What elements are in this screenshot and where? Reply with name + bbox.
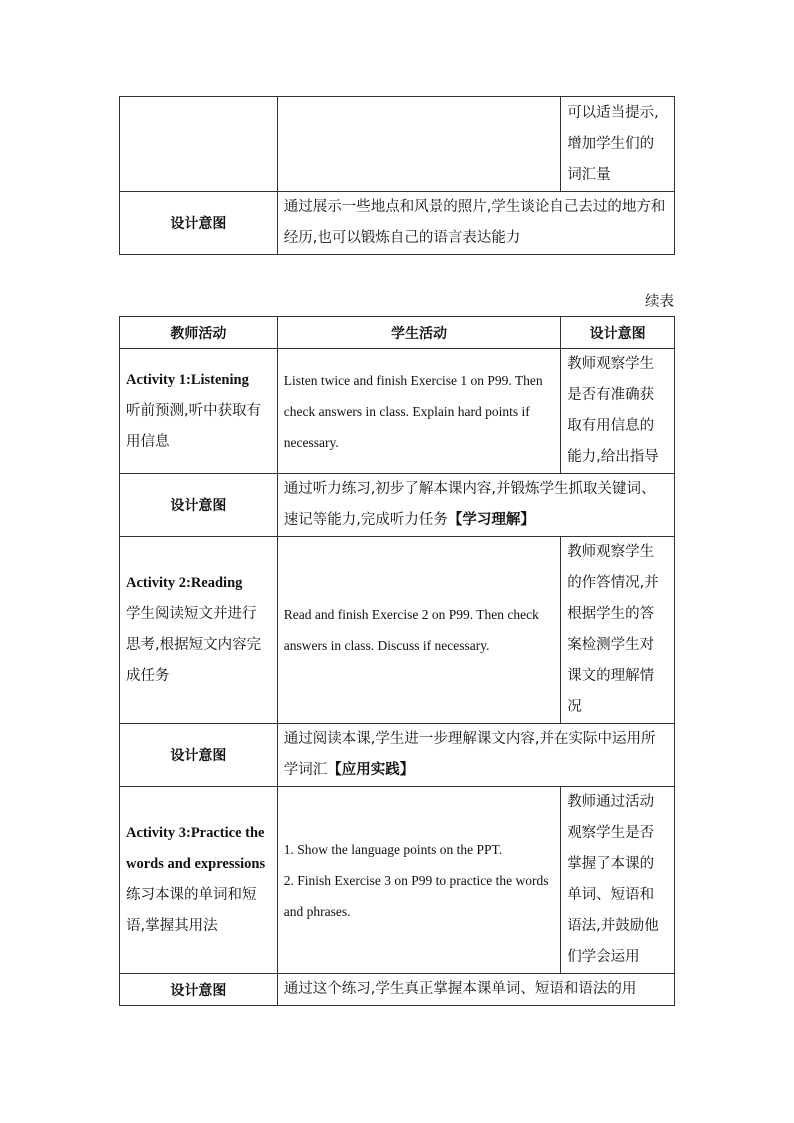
table-row xyxy=(120,349,675,474)
table-row xyxy=(120,192,675,255)
activity-desc: 练习本课的单词和短语,掌握其用法 xyxy=(126,887,257,934)
student-activity-cell: Read and finish Exercise 2 on P99. Then check answers in class. Discuss if necessary. xyxy=(277,537,560,724)
design-tag: 【应用实践】 xyxy=(327,762,415,778)
continued-label: 续表 xyxy=(645,294,674,310)
table-cell xyxy=(120,97,278,192)
teaching-activities-table xyxy=(119,316,675,1006)
table-cell: 可以适当提示,增加学生们的词汇量 xyxy=(561,97,675,192)
table-cell xyxy=(277,97,560,192)
table-row xyxy=(120,724,675,787)
activity-title: Activity 3:Practice the words and expressions xyxy=(126,825,266,872)
table-row xyxy=(120,537,675,724)
design-intent-text: 通过展示一些地点和风景的照片,学生谈论自己去过的地方和经历,也可以锻炼自己的语言表达能力 xyxy=(277,192,674,255)
activity-title: Activity 1:Listening xyxy=(126,371,249,388)
table-row xyxy=(120,974,675,1006)
design-tag: 【学习理解】 xyxy=(447,512,535,528)
design-intent-text: 通过这个练习,学生真正掌握本课单词、短语和语法的用 xyxy=(277,974,674,1006)
table-row xyxy=(120,474,675,537)
header-design-intent: 设计意图 xyxy=(561,317,675,349)
teacher-activity-cell xyxy=(120,537,278,724)
table-row xyxy=(120,787,675,974)
design-text: 通过听力练习,初步了解本课内容,并锻炼学生抓取关键词、速记等能力,完成听力任务 xyxy=(283,481,656,528)
design-intent-text xyxy=(277,474,674,537)
activity-title: Activity 2:Reading xyxy=(126,575,243,591)
design-intent-label: 设计意图 xyxy=(120,974,278,1006)
table-row xyxy=(120,97,675,192)
table-continued-top xyxy=(119,96,675,255)
header-teacher-activity: 教师活动 xyxy=(120,317,278,349)
student-activity-line: 2. Finish Exercise 3 on P99 to practice the words and phrases. xyxy=(283,872,549,919)
design-intent-label: 设计意图 xyxy=(120,724,278,787)
design-intent-text xyxy=(277,724,674,787)
design-intent-label: 设计意图 xyxy=(120,474,278,537)
intent-cell: 教师观察学生的作答情况,并根据学生的答案检测学生对课文的理解情况 xyxy=(561,537,675,724)
teacher-activity-cell xyxy=(120,787,278,974)
student-activity-cell xyxy=(277,787,560,974)
student-activity-cell: Listen twice and finish Exercise 1 on P99. Then check answers in class. Explain hard points if necessary. xyxy=(277,349,560,474)
table-header-row xyxy=(120,317,675,349)
activity-desc: 听前预测,听中获取有用信息 xyxy=(126,402,262,450)
design-text: 通过阅读本课,学生进一步理解课文内容,并在实际中运用所学词汇 xyxy=(283,731,656,778)
activity-desc: 学生阅读短文并进行思考,根据短文内容完成任务 xyxy=(126,606,262,684)
design-intent-label: 设计意图 xyxy=(120,192,278,255)
intent-cell: 教师观察学生是否有准确获取有用信息的能力,给出指导 xyxy=(561,349,675,474)
student-activity-line: 1. Show the language points on the PPT. xyxy=(283,841,503,857)
intent-cell: 教师通过活动观察学生是否掌握了本课的单词、短语和语法,并鼓励他们学会运用 xyxy=(561,787,675,974)
header-student-activity: 学生活动 xyxy=(277,317,560,349)
teacher-activity-cell xyxy=(120,349,278,474)
